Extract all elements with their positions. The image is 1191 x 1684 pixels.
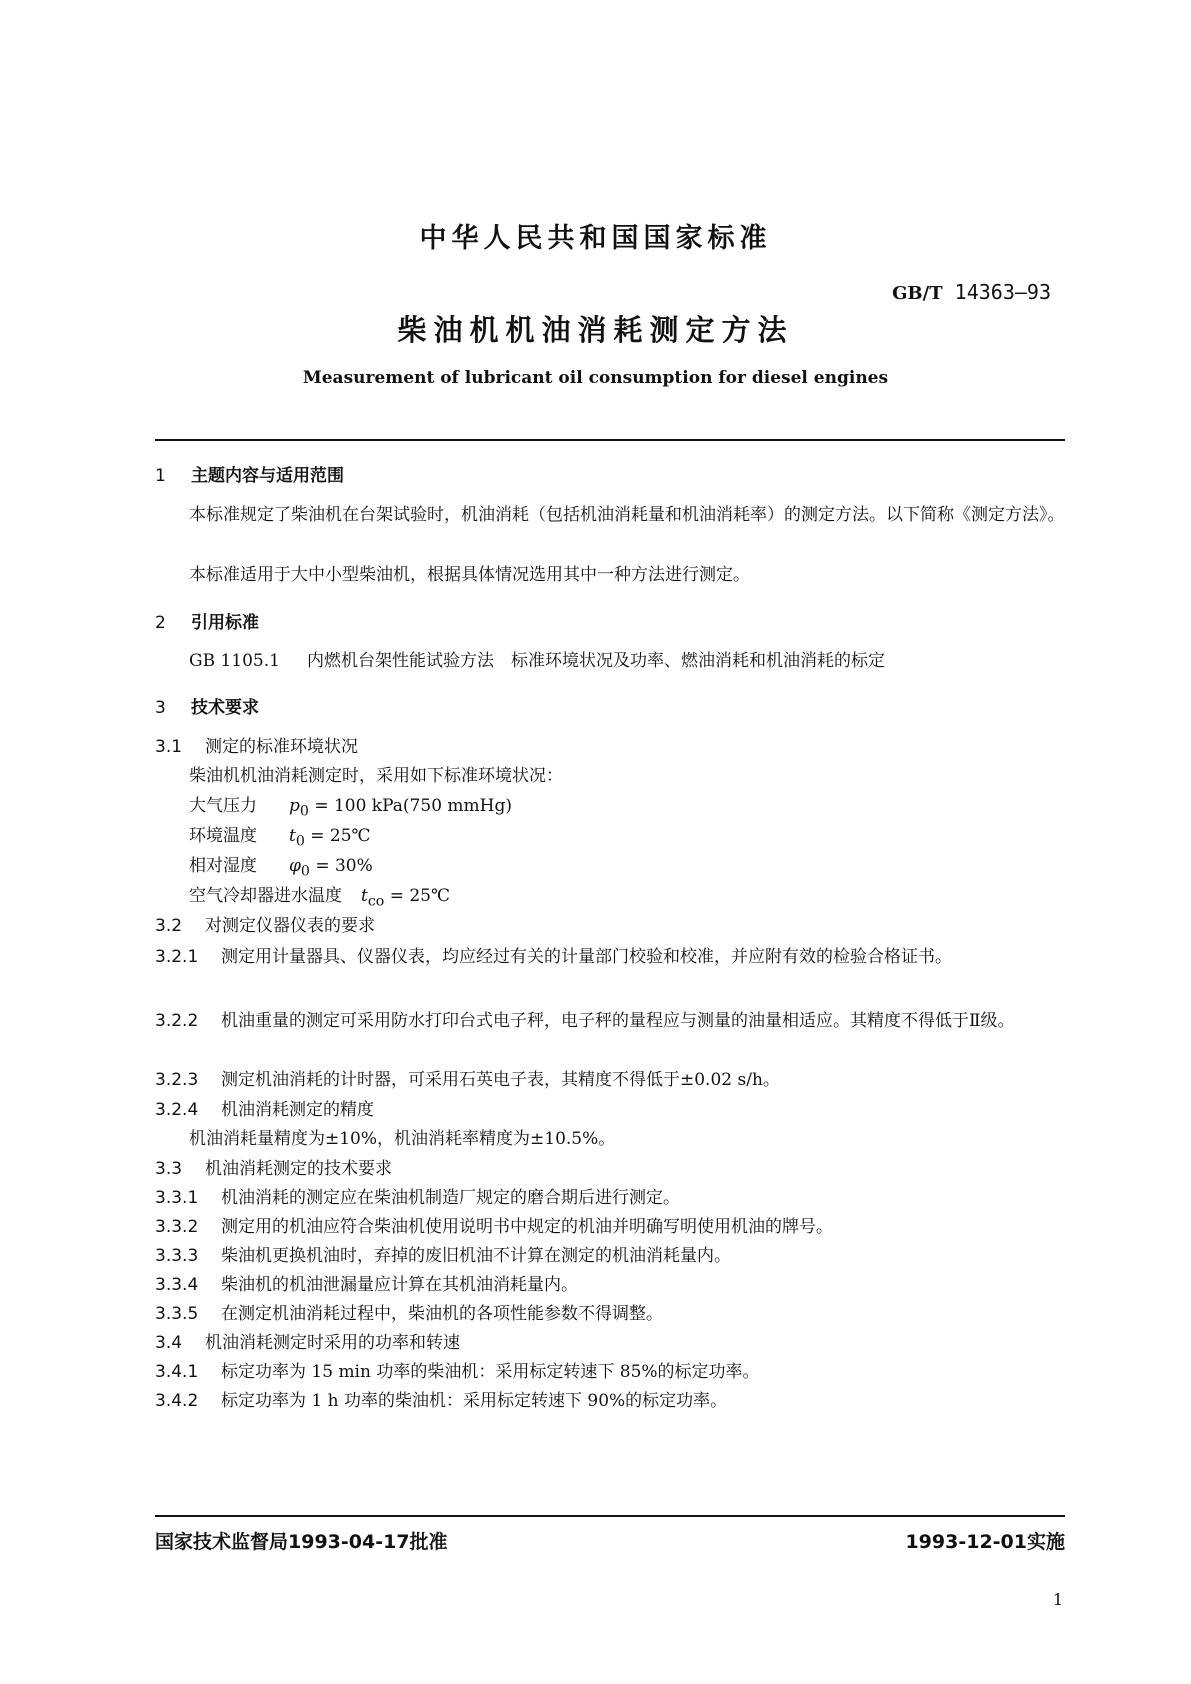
section-title: 主题内容与适用范围 (191, 466, 344, 486)
clause-number: 3.2 (155, 916, 183, 936)
clause-3-3-3 (155, 1243, 731, 1269)
clause-3-3-5 (155, 1301, 663, 1327)
clause-3-1 (155, 734, 358, 760)
standard-heading: 中华人民共和国国家标准 (419, 223, 772, 254)
clause-number: 3.4 (155, 1333, 183, 1353)
page-number: 1 (1052, 1590, 1063, 1609)
condition-value: = 25℃ (310, 826, 371, 846)
clause-number: 3.4.1 (155, 1362, 199, 1382)
clause-text: 标定功率为 15 min 功率的柴油机：采用标定转速下 85%的标定功率。 (221, 1362, 760, 1382)
condition-subscript: 0 (295, 833, 305, 850)
clause-number: 3.2.3 (155, 1070, 199, 1090)
clause-title: 机油消耗测定时采用的功率和转速 (205, 1333, 460, 1353)
clause-number: 3.3.2 (155, 1217, 199, 1237)
section-2-heading (155, 608, 259, 633)
condition-humidity (189, 853, 373, 884)
standard-code-prefix: GB/T (892, 283, 943, 304)
condition-label: 大气压力 (189, 796, 257, 816)
condition-value: = 30% (315, 856, 373, 876)
condition-value: = 25℃ (389, 886, 450, 906)
condition-subscript: 0 (299, 803, 309, 820)
section-number: 2 (155, 613, 166, 633)
clause-title: 对测定仪器仪表的要求 (205, 916, 375, 936)
condition-symbol: t (289, 826, 296, 846)
condition-symbol: p (289, 796, 300, 816)
section-1-paragraph-1: 本标准规定了柴油机在台架试验时，机油消耗（包括机油消耗量和机油消耗率）的测定方法。以下简称《测定方法》。 (189, 505, 1065, 525)
clause-text: 在测定机油消耗过程中，柴油机的各项性能参数不得调整。 (221, 1304, 663, 1324)
condition-symbol: φ (289, 856, 301, 876)
clause-text: 测定机油消耗的计时器，可采用石英电子表，其精度不得低于±0.02 s/h。 (221, 1070, 780, 1090)
section-3-heading (155, 693, 259, 718)
clause-number: 3.3.5 (155, 1304, 199, 1324)
clause-text: 测定用的机油应符合柴油机使用说明书中规定的机油并明确写明使用机油的牌号。 (221, 1217, 833, 1237)
clause-text: 标定功率为 1 h 功率的柴油机：采用标定转速下 90%的标定功率。 (221, 1391, 728, 1411)
clause-text: 柴油机的机油泄漏量应计算在其机油消耗量内。 (221, 1275, 578, 1295)
document-title-english: Measurement of lubricant oil consumption for diesel engines (302, 368, 889, 388)
document-title: 柴油机机油消耗测定方法 (397, 313, 794, 347)
clause-3-2-1 (155, 940, 1065, 974)
standard-code (892, 280, 1051, 304)
clause-number: 3.3.4 (155, 1275, 199, 1295)
clause-title: 测定的标准环境状况 (205, 737, 358, 757)
clause-3-2 (155, 913, 375, 939)
section-number: 1 (155, 466, 166, 486)
clause-text: 机油消耗的测定应在柴油机制造厂规定的磨合期后进行测定。 (221, 1188, 680, 1208)
clause-3-2-4 (155, 1097, 374, 1123)
section-1-heading (155, 461, 344, 486)
section-number: 3 (155, 698, 166, 718)
clause-text: 机油消耗测定的精度 (221, 1100, 374, 1120)
clause-3-4 (155, 1330, 460, 1356)
referenced-standard (189, 648, 885, 674)
condition-value: = 100 kPa(750 mmHg) (314, 796, 512, 816)
clause-number: 3.2.2 (155, 1011, 199, 1031)
section-1-paragraph-2: 本标准适用于大中小型柴油机，根据具体情况选用其中一种方法进行测定。 (189, 565, 750, 585)
condition-subscript: co (367, 893, 385, 910)
reference-code: GB 1105.1 (189, 651, 280, 671)
condition-label: 环境温度 (189, 826, 257, 846)
clause-3-2-3 (155, 1067, 780, 1093)
clause-number: 3.2.4 (155, 1100, 199, 1120)
footer-rule (155, 1515, 1065, 1517)
reference-title: 内燃机台架性能试验方法 标准环境状况及功率、燃油消耗和机油消耗的标定 (307, 651, 885, 671)
clause-3-2-2 (155, 1004, 1065, 1038)
clause-3-4-2 (155, 1388, 727, 1414)
clause-number: 3.3 (155, 1159, 183, 1179)
section-title: 引用标准 (191, 613, 259, 633)
clause-number: 3.3.1 (155, 1188, 199, 1208)
condition-cooler-water-temperature (189, 883, 450, 914)
header-rule (155, 439, 1065, 441)
clause-title: 机油消耗测定的技术要求 (205, 1159, 392, 1179)
clause-number: 3.3.3 (155, 1246, 199, 1266)
clause-3-3-1 (155, 1185, 680, 1211)
condition-label: 空气冷却器进水温度 (189, 886, 342, 906)
accuracy-requirement: 机油消耗量精度为±10%，机油消耗率精度为±10.5%。 (189, 1129, 616, 1149)
clause-3-3-4 (155, 1272, 578, 1298)
clause-3-4-1 (155, 1359, 760, 1385)
clause-number: 3.1 (155, 737, 183, 757)
clause-3-3-2 (155, 1214, 833, 1240)
approval-date: 国家技术监督局1993-04-17批准 (155, 1531, 448, 1553)
clause-number: 3.4.2 (155, 1391, 199, 1411)
environment-intro: 柴油机机油消耗测定时，采用如下标准环境状况： (189, 766, 563, 786)
effective-date: 1993-12-01实施 (905, 1531, 1065, 1553)
condition-pressure (189, 793, 512, 824)
condition-label: 相对湿度 (189, 856, 257, 876)
section-title: 技术要求 (191, 698, 259, 718)
standard-code-number: 14363—93 (954, 280, 1051, 304)
condition-symbol: t (361, 886, 368, 906)
clause-text: 柴油机更换机油时，弃掉的废旧机油不计算在测定的机油消耗量内。 (221, 1246, 731, 1266)
clause-text: 测定用计量器具、仪器仪表，均应经过有关的计量部门校验和校准，并应附有效的检验合格证书。 (221, 947, 952, 967)
clause-number: 3.2.1 (155, 947, 199, 967)
clause-text: 机油重量的测定可采用防水打印台式电子秤，电子秤的量程应与测量的油量相适应。其精度不得低于Ⅱ级。 (221, 1011, 1015, 1031)
condition-subscript: 0 (300, 863, 310, 880)
clause-3-3 (155, 1156, 392, 1182)
condition-temperature (189, 823, 371, 854)
